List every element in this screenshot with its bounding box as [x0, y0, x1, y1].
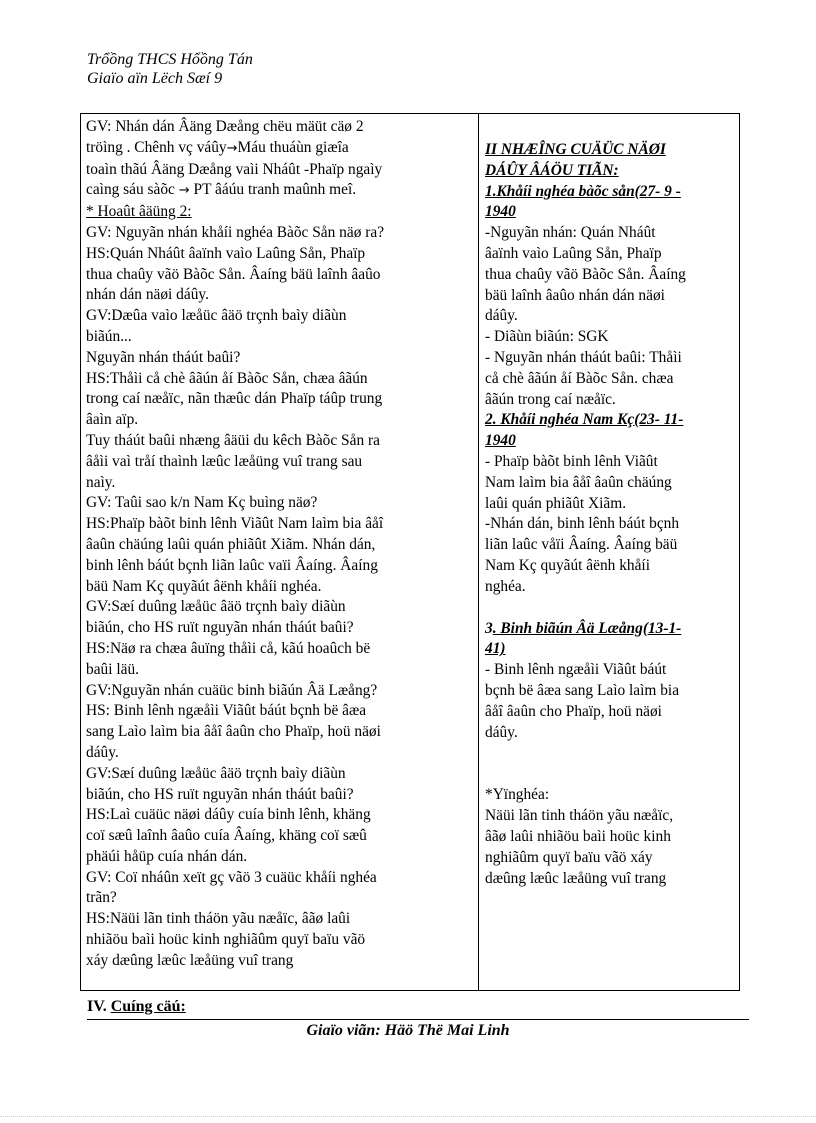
text-line: tröìng . Chênh vç váûy→Máu thuáùn giæîa: [86, 138, 349, 156]
text-line: nghiãûm quyï baïu vãö xáy: [485, 848, 653, 866]
text-line: âaûn chäúng laûi quán phiãût Xiãm. Nhán dán,: [86, 535, 376, 553]
text-line: -Nguyãn nhán: Quán Nháût: [485, 224, 656, 242]
text-line: dáûy.: [86, 743, 119, 761]
text-line: caìng sáu sàõc → PT âáúu tranh maûnh meî.: [86, 181, 357, 199]
text-line: biãún...: [86, 327, 132, 345]
text-line: dáûy.: [485, 307, 518, 325]
footer-divider: [87, 1019, 749, 1020]
school-name: Trổồng THCS Hổồng Tán: [87, 51, 253, 68]
section-heading: DÁÛY ÂÁÖU TIÃN:: [485, 161, 619, 179]
text-line: trãn?: [86, 889, 117, 907]
item2-title: 2. Khåíi nghéa Nam Kç(23- 11-: [485, 411, 684, 429]
text-line: - Binh lênh ngæåìi Viãût báút: [485, 661, 667, 679]
text-line: Tuy tháút baûi nhæng âäüi du kêch Bàõc Sån ra: [86, 431, 380, 449]
item1-title: 1940: [485, 203, 516, 221]
text-line: GV:Sæí duûng læåüc âäö trçnh baìy diãùn: [86, 598, 346, 616]
activity-heading: * Hoaût âäüng 2:: [86, 203, 192, 221]
text-line: âåî âaûn cho Phaïp, hoü näøi: [485, 702, 662, 720]
text-line: âaïnh vaìo Laûng Sån, Phaïp: [485, 244, 662, 262]
text-line: - Nguyãn nhán tháút baûi: Thåìi: [485, 348, 682, 366]
text-line: coï sæû laînh âaûo cuía Âaíng, khäng coï sæû: [86, 827, 367, 845]
text-line: HS:Laì cuäüc näøi dáûy cuía binh lênh, khäng: [86, 806, 371, 824]
text-line: dáûy.: [485, 723, 518, 741]
text-line: HS:Quán Nháût âaïnh vaìo Laûng Sån, Phaïp: [86, 244, 366, 262]
text-line: naìy.: [86, 473, 116, 491]
item1-title: 1.Khåíi nghéa bàõc sån(27- 9 -: [485, 182, 681, 200]
text-line: âaìn aïp.: [86, 411, 139, 429]
lesson-content: [479, 114, 740, 991]
text-line: HS:Thåìi cå chè âãún åí Bàõc Sån, chæa âãún: [86, 369, 368, 387]
item2-title: 1940: [485, 432, 516, 450]
text-line: GV:Sæí duûng læåüc âäö trçnh baìy diãùn: [86, 764, 346, 782]
text-line: - Phaïp bàõt binh lênh Viãût: [485, 452, 658, 470]
text-line: liãn laûc våïi Âaíng. Âaíng bäü: [485, 536, 678, 554]
teacher-student-activities: [81, 114, 479, 991]
text-line: Nam laìm bia âåî âaûn chäúng: [485, 473, 672, 491]
right-arrow-icon: →: [226, 140, 238, 156]
teacher-subject: Giaïo aïn Lëch Sæí 9: [87, 70, 223, 87]
text-line: âåìi vaì tråí thaình læûc læåüng vuî trang sau: [86, 452, 363, 470]
text-line: nhán dán näøi dáûy.: [86, 286, 209, 304]
text-line: Nam Kç quyãút âënh khåíi: [485, 556, 650, 574]
spacer: [485, 743, 729, 785]
text-line: laûi quán phiãût Xiãm.: [485, 494, 627, 512]
text-line: baûi läü.: [86, 660, 139, 678]
text-line: Näüi lãn tinh tháön yãu næåïc,: [485, 807, 674, 825]
lesson-table: [80, 113, 740, 991]
text-line: Nguyãn nhán tháút baûi?: [86, 348, 241, 366]
text-line: dæûng læûc læåüng vuî trang: [485, 869, 667, 887]
text-line: nghéa.: [485, 577, 526, 595]
section-heading: II NHÆÎNG CUÄÜC NÄØI: [485, 141, 666, 158]
text-line: xáy dæûng læûc læåüng vuî trang: [86, 951, 294, 969]
text-line: GV: Coï nháûn xeït gç vãö 3 cuäüc khåíi nghéa: [86, 868, 377, 886]
text-line: toaìn thãú Âäng Dæång vaìi Nháût -Phaïp ngaìy: [86, 160, 383, 178]
text-line: bäü laînh âaûo nhán dán näøi: [485, 286, 665, 304]
text-line: âãún trong caí næåïc.: [485, 390, 616, 408]
consolidation-heading: IV. Cuíng cäú:: [87, 998, 186, 1015]
text-line: GV: Nhán dán Âäng Dæång chëu mäüt cäø 2: [86, 118, 364, 135]
text-line: HS:Näø ra chæa âuïng thåìi cå, kãú hoaûch bë: [86, 639, 371, 657]
text-line: biãún, cho HS ruït nguyãn nhán tháút baûi?: [86, 785, 354, 803]
right-arrow-icon: →: [178, 183, 190, 199]
text-line: thua chaûy vãö Bàõc Sån. Âaíng: [485, 265, 686, 283]
text-line: biãún, cho HS ruït nguyãn nhán tháút baûi?: [86, 619, 354, 637]
text-line: bäü Nam Kç quyãút âënh khåíi nghéa.: [86, 577, 322, 595]
spacer: [485, 598, 729, 619]
teacher-signature: Giaïo viãn: Häö Thë Mai Linh: [306, 1022, 510, 1039]
text-line: sang Laìo laìm bia âåî âaûn cho Phaïp, hoü näøi: [86, 723, 381, 741]
page-edge-divider: [0, 1116, 816, 1117]
text-line: GV: Taûi sao k/n Nam Kç buìng näø?: [86, 494, 318, 512]
text-line: thua chaûy vãö Bàõc Sån. Âaíng bäü laînh âaûo: [86, 265, 381, 283]
text-line: GV:Nguyãn nhán cuäüc binh biãún Âä Læång?: [86, 681, 378, 699]
item3-title: 41): [485, 640, 506, 658]
text-line: HS:Näüi lãn tinh tháön yãu næåïc, âãø laûi: [86, 910, 351, 928]
text-line: bçnh bë âæa sang Laìo laìm bia: [485, 681, 680, 699]
text-line: GV: Nguyãn nhán khåíi nghéa Bàõc Sån näø ra?: [86, 223, 385, 241]
page-header: [87, 50, 253, 88]
text-line: binh lênh báút bçnh liãn laûc vaïi Âaíng. Âaíng: [86, 556, 378, 574]
text-line: GV:Dæûa vaìo læåüc âäö trçnh baìy diãùn: [86, 307, 347, 325]
text-line: trong caí næåïc, nãn thæûc dán Phaïp táûp trung: [86, 390, 383, 408]
text-line: phäúi håüp cuía nhán dán.: [86, 847, 248, 865]
text-line: nhiãöu baìi hoüc kinh nghiãûm quyï baïu vãö: [86, 931, 366, 949]
text-line: cå chè âãún åí Bàõc Sån. chæa: [485, 369, 674, 387]
significance-label: *Yïnghéa:: [485, 786, 550, 804]
text-line: HS:Phaïp bàõt binh lênh Viãût Nam laìm bia âåî: [86, 515, 384, 533]
item3-title: 3. Binh biãún Âä Læång(13-1-: [485, 619, 682, 637]
text-line: -Nhán dán, binh lênh báút bçnh: [485, 515, 680, 533]
text-line: âãø laûi nhiãöu baìi hoüc kinh: [485, 827, 671, 845]
text-line: - Diãùn biãún: SGK: [485, 328, 609, 346]
text-line: HS: Binh lênh ngæåìi Viãût báút bçnh bë âæa: [86, 702, 367, 720]
